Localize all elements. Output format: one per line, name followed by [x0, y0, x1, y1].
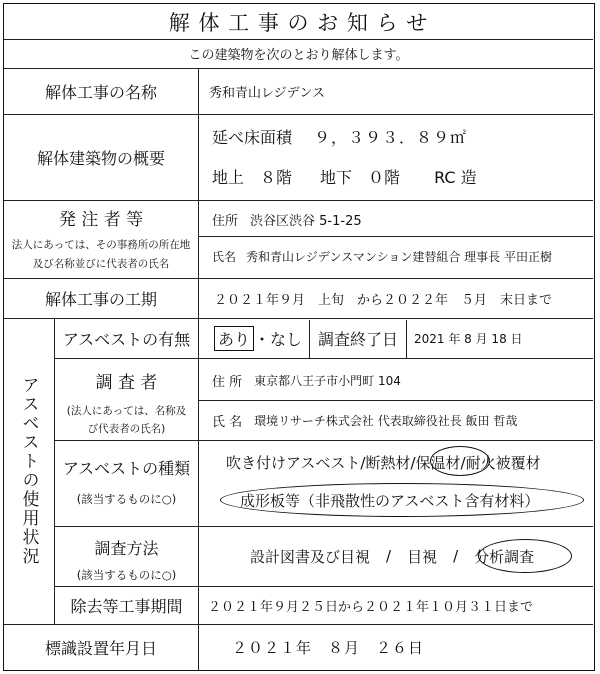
asbestos-section-text: アスベストの使用状況	[18, 376, 39, 566]
removal-period-value: ２０２１年９月２５日から２０２１年１０月３１日まで	[208, 599, 534, 615]
divider	[4, 39, 593, 40]
asbestos-types-line1	[226, 447, 596, 477]
project-name-label: 解体工事の名称	[44, 82, 157, 102]
orderer-name-value: 秀和青山レジデンスマンション建替組合 理事長 平田正樹	[246, 249, 552, 264]
sign-date-value: ２０２１年 ８月 ２６日	[232, 638, 425, 657]
building-overview-label: 解体建築物の概要	[36, 148, 165, 168]
survey-method-options	[250, 540, 590, 572]
notice-subtitle: この建築物を次のとおり解体します。	[188, 47, 409, 63]
divider	[406, 320, 407, 358]
below-ground-label: 地下	[320, 167, 353, 187]
asbestos-type-options-prefix: 吹き付けアスベスト/断熱材/	[226, 453, 416, 472]
surveyor-name-value: 環境リサーチ株式会社 代表取締役社長 飯田 哲哉	[254, 413, 518, 428]
orderer-name-label: 氏名	[212, 249, 237, 264]
divider	[198, 236, 593, 237]
asbestos-section-label	[4, 319, 54, 623]
demolition-notice-board	[3, 3, 595, 671]
notice-title: 解 体 工 事 の お 知 ら せ	[168, 11, 429, 35]
survey-end-value: 2021 年 8 月 18 日	[414, 331, 523, 346]
surveyor-address-label: 住 所	[212, 374, 243, 390]
survey-method-note: (該当するものに○)	[76, 568, 177, 582]
below-ground-value: ０階	[368, 167, 401, 187]
period-value: ２０２１年９月 上旬 から２０２２年 ５月 末日まで	[214, 292, 553, 308]
floors-row	[212, 158, 592, 194]
sign-date-label: 標識設置年月日	[44, 638, 157, 658]
above-ground-value: ８階	[260, 167, 293, 187]
method-separator: /	[386, 547, 392, 565]
asbestos-yes-selected: あり	[214, 326, 254, 351]
removal-period-label: 除去等工事期間	[70, 596, 183, 616]
surveyor-label: 調 査 者	[95, 372, 158, 393]
surveyor-address-value: 東京都八王子市小門町 104	[254, 373, 401, 388]
divider	[54, 358, 593, 359]
asbestos-no: なし	[270, 329, 303, 349]
survey-end-label: 調査終了日	[317, 329, 398, 349]
column-separator	[198, 68, 199, 671]
surveyor-address-row	[212, 362, 592, 398]
floor-area-row	[212, 118, 592, 154]
method-design-docs: 設計図書及び目視	[250, 547, 371, 566]
asbestos-presence-value	[214, 320, 314, 356]
surveyor-name-row	[212, 402, 592, 438]
method-analysis: 分析調査	[474, 547, 535, 566]
survey-method-label: 調査方法	[94, 538, 159, 558]
structure-type: RC 造	[434, 167, 477, 187]
asbestos-separator: ・	[254, 329, 271, 349]
asbestos-type-circled: 保温材	[415, 453, 461, 472]
surveyor-note-line2: び代表者の氏名)	[87, 423, 166, 435]
asbestos-types-label: アスベストの種類	[62, 458, 191, 478]
asbestos-type-options-suffix: /耐火被覆材	[460, 453, 541, 472]
divider	[4, 318, 593, 319]
divider	[54, 440, 593, 441]
asbestos-types-line2: 成形板等（非飛散性のアスベスト含有材料）	[240, 491, 540, 510]
surveyor-note-line1: (法人にあっては、名称及	[66, 405, 187, 417]
divider	[54, 526, 593, 527]
divider	[4, 200, 593, 201]
surveyor-name-label: 氏 名	[212, 414, 243, 430]
orderer-address-value: 渋谷区渋谷 5-1-25	[250, 213, 362, 229]
method-visual: 目視	[407, 547, 438, 566]
orderer-address-row	[212, 204, 592, 234]
project-name-value: 秀和青山レジデンス	[209, 85, 326, 101]
orderer-address-label: 住所	[212, 213, 239, 229]
orderer-name-row	[212, 238, 596, 274]
divider	[198, 400, 593, 401]
method-separator: /	[453, 547, 459, 565]
floor-area-label: 延べ床面積	[212, 127, 293, 147]
asbestos-presence-label: アスベストの有無	[62, 329, 191, 349]
orderer-label: 発 注 者 等	[58, 209, 144, 230]
floor-area-value: ９，３９３．８９㎡	[314, 127, 468, 147]
period-label: 解体工事の工期	[44, 289, 157, 309]
above-ground-label: 地上	[212, 167, 245, 187]
orderer-note-line2: 及び名称並びに代表者の氏名	[32, 257, 170, 270]
asbestos-types-note: (該当するものに○)	[76, 492, 177, 506]
orderer-note-line1: 法人にあっては、その事務所の所在地	[11, 238, 191, 251]
